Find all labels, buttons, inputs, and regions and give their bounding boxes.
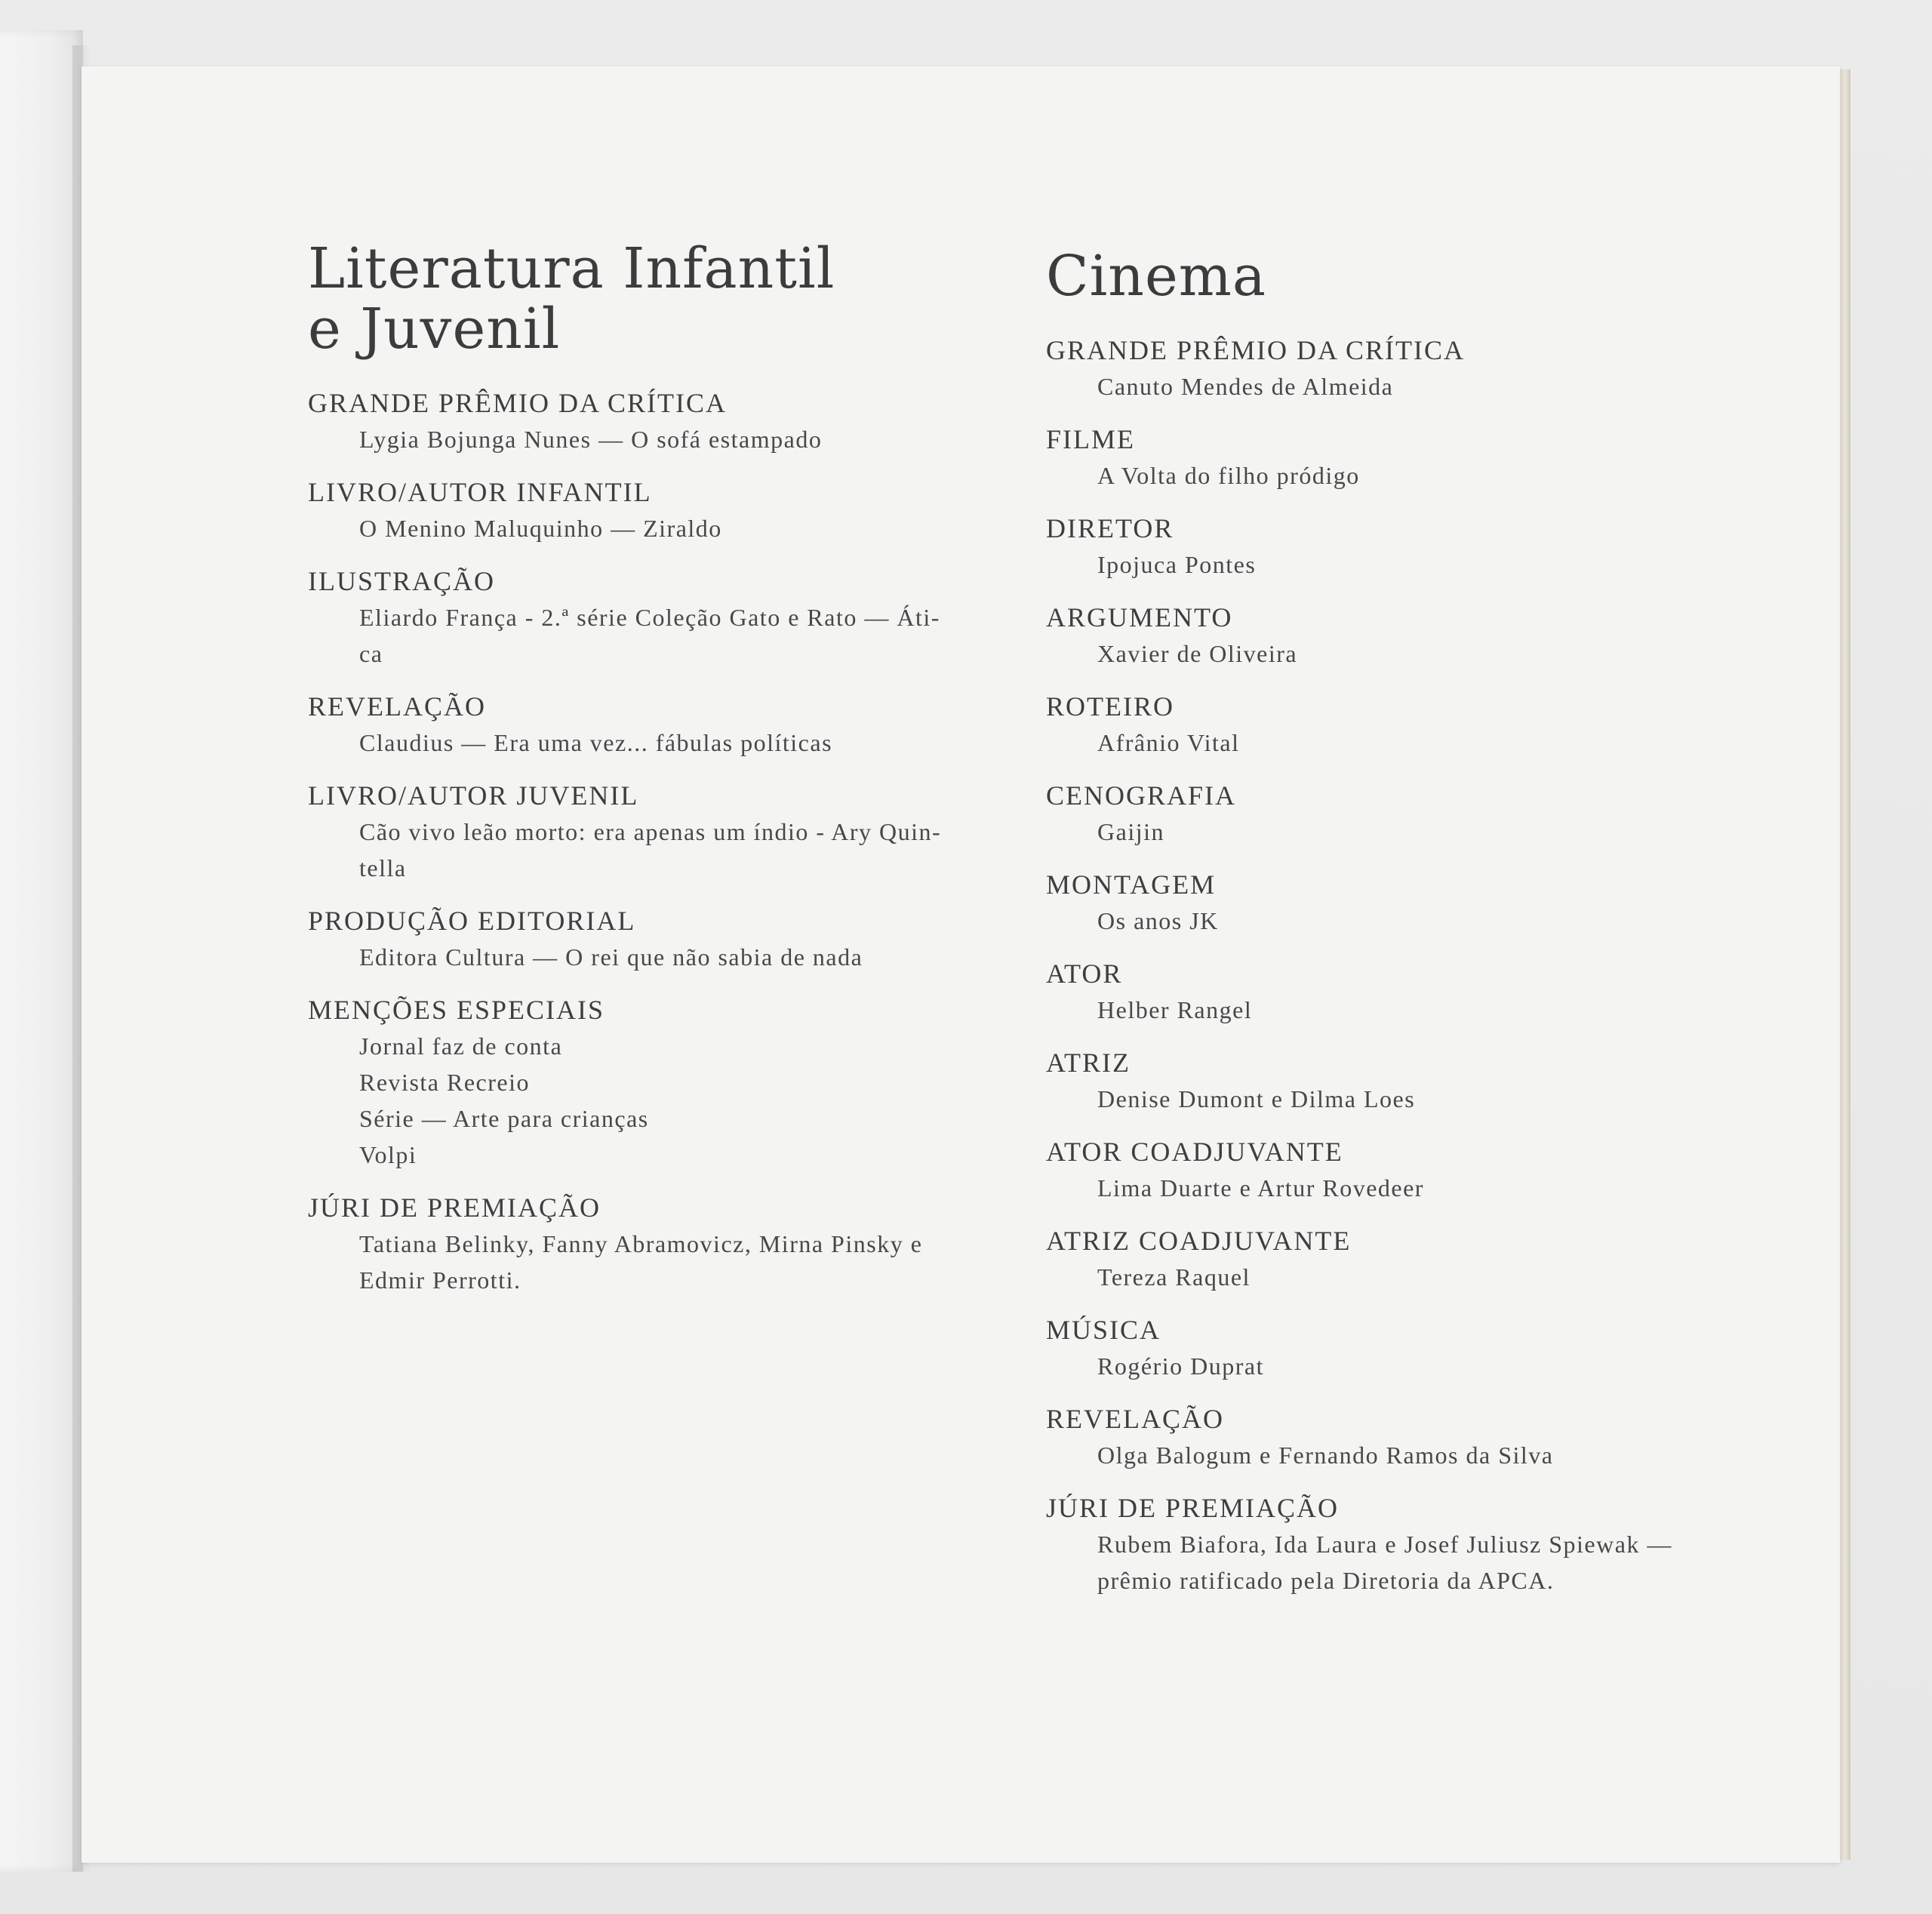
award-category: REVELAÇÃO <box>1046 1404 1224 1434</box>
award-category: PRODUÇÃO EDITORIAL <box>308 906 636 936</box>
award-entry <box>308 385 1063 457</box>
award-winner: prêmio ratificado pela Diretoria da APCA. <box>1097 1567 1555 1594</box>
title-line-1: Literatura Infantil <box>308 236 835 301</box>
award-entry <box>1046 599 1763 672</box>
award-entry <box>1046 688 1763 761</box>
award-winner: Tereza Raquel <box>1097 1263 1251 1291</box>
award-winner: Lygia Bojunga Nunes — O sofá estampado <box>359 426 823 453</box>
award-winner: Xavier de Oliveira <box>1097 640 1298 667</box>
award-category: ATRIZ <box>1046 1048 1131 1078</box>
award-category: ROTEIRO <box>1046 691 1174 722</box>
award-winner: Claudius — Era uma vez... fábulas políticas <box>359 729 833 756</box>
award-category: ATOR COADJUVANTE <box>1046 1137 1343 1167</box>
page-edge <box>1840 69 1850 1860</box>
award-category: MONTAGEM <box>1046 869 1217 900</box>
award-entry <box>1046 510 1763 583</box>
award-winner: Edmir Perrotti. <box>359 1266 521 1294</box>
award-winner: ca <box>359 640 383 667</box>
literatura-entries <box>308 385 1063 1298</box>
cinema-column <box>1046 246 1763 1615</box>
award-entry <box>308 777 1063 886</box>
award-winner: Afrânio Vital <box>1097 729 1240 756</box>
award-category: JÚRI DE PREMIAÇÃO <box>308 1192 601 1223</box>
award-entry <box>1046 1490 1763 1599</box>
award-winner: tella <box>359 854 407 882</box>
award-category: DIRETOR <box>1046 513 1174 543</box>
award-entry <box>1046 332 1763 405</box>
award-entry <box>308 903 1063 975</box>
award-entry <box>1046 1312 1763 1384</box>
award-winner: Olga Balogum e Fernando Ramos da Silva <box>1097 1442 1554 1469</box>
award-entry <box>308 1189 1063 1298</box>
award-winner: Os anos JK <box>1097 907 1219 934</box>
right-page <box>82 66 1840 1863</box>
award-winner: Cão vivo leão morto: era apenas um índio - Ary Quin- <box>359 818 942 845</box>
left-page-edge <box>0 30 83 1872</box>
award-entry <box>1046 955 1763 1028</box>
award-entry <box>1046 1045 1763 1117</box>
award-category: GRANDE PRÊMIO DA CRÍTICA <box>1046 335 1466 365</box>
title-line-2: e Juvenil <box>308 297 561 362</box>
award-entry <box>308 688 1063 761</box>
award-category: ATOR <box>1046 959 1123 989</box>
award-winner: Ipojuca Pontes <box>1097 551 1257 578</box>
award-winner: Jornal faz de conta <box>359 1032 563 1060</box>
award-category: LIVRO/AUTOR JUVENIL <box>308 780 639 811</box>
award-category: FILME <box>1046 424 1135 454</box>
award-winner: Gaijin <box>1097 818 1164 845</box>
award-winner: Canuto Mendes de Almeida <box>1097 373 1394 400</box>
award-entry <box>308 474 1063 546</box>
award-winner: Revista Recreio <box>359 1069 530 1096</box>
award-entry <box>308 992 1063 1173</box>
cinema-entries <box>1046 332 1763 1599</box>
award-category: ARGUMENTO <box>1046 602 1233 632</box>
award-entry <box>1046 777 1763 850</box>
award-winner: Tatiana Belinky, Fanny Abramovicz, Mirna Pinsky e <box>359 1230 923 1257</box>
award-category: CENOGRAFIA <box>1046 780 1237 811</box>
award-entry <box>308 563 1063 672</box>
award-entry <box>1046 421 1763 494</box>
award-category: LIVRO/AUTOR INFANTIL <box>308 477 652 507</box>
award-category: JÚRI DE PREMIAÇÃO <box>1046 1493 1340 1523</box>
award-winner: Série — Arte para crianças <box>359 1105 649 1132</box>
award-winner: Lima Duarte e Artur Rovedeer <box>1097 1174 1424 1202</box>
award-winner: Helber Rangel <box>1097 996 1253 1023</box>
award-winner: Editora Cultura — O rei que não sabia de nada <box>359 943 863 971</box>
award-category: MENÇÕES ESPECIAIS <box>308 995 605 1025</box>
award-winner: A Volta do filho pródigo <box>1097 462 1360 489</box>
award-entry <box>1046 1134 1763 1206</box>
award-winner: O Menino Maluquinho — Ziraldo <box>359 515 722 542</box>
award-winner: Denise Dumont e Dilma Loes <box>1097 1085 1416 1112</box>
award-category: ATRIZ COADJUVANTE <box>1046 1226 1352 1256</box>
title-line-1: Cinema <box>1046 244 1267 309</box>
award-category: GRANDE PRÊMIO DA CRÍTICA <box>308 388 728 418</box>
award-winner: Volpi <box>359 1141 417 1168</box>
award-winner: Rubem Biafora, Ida Laura e Josef Juliusz Spiewak — <box>1097 1531 1672 1558</box>
award-entry <box>1046 1401 1763 1473</box>
award-category: REVELAÇÃO <box>308 691 486 722</box>
award-entry <box>1046 866 1763 939</box>
award-category: ILUSTRAÇÃO <box>308 566 496 596</box>
section-title-literatura <box>308 236 1063 362</box>
award-winner: Rogério Duprat <box>1097 1352 1264 1380</box>
section-title-cinema <box>1046 244 1763 309</box>
award-winner: Eliardo França - 2.ª série Coleção Gato e Rato — Áti- <box>359 604 940 631</box>
award-category: MÚSICA <box>1046 1315 1161 1345</box>
literatura-infantil-column <box>308 238 1063 1315</box>
award-entry <box>1046 1223 1763 1295</box>
